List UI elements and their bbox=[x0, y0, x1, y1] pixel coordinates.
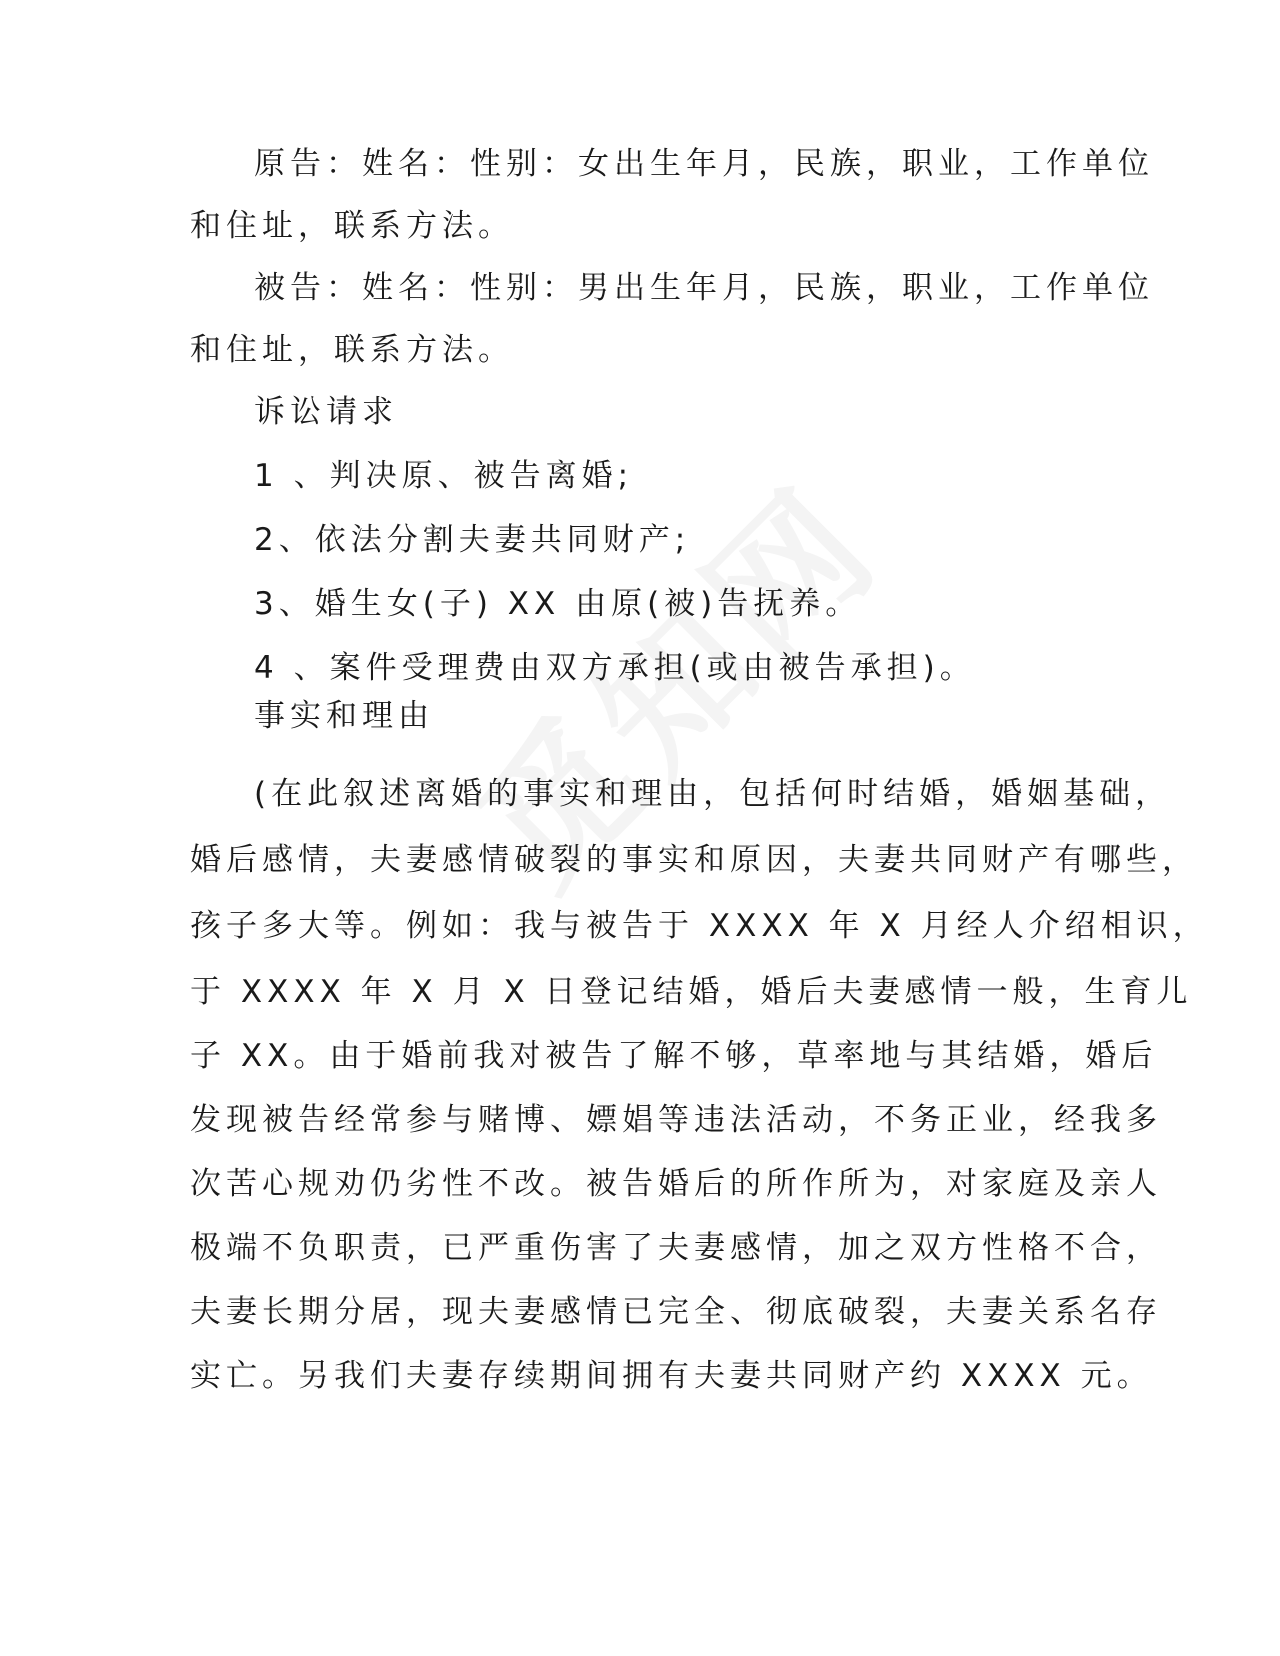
facts-line-6: 发现被告经常参与赌博、嫖娼等违法活动，不务正业，经我多 bbox=[190, 1102, 1162, 1138]
facts-line-7: 次苦心规劝仍劣性不改。被告婚后的所作所为，对家庭及亲人 bbox=[190, 1166, 1162, 1202]
facts-line-5: 子 XX。由于婚前我对被告了解不够，草率地与其结婚，婚后 bbox=[190, 1038, 1158, 1074]
claim-item-3: 3、婚生女(子) XX 由原(被)告抚养。 bbox=[254, 586, 862, 622]
claim-item-1: 1 、判决原、被告离婚; bbox=[254, 458, 634, 494]
facts-line-9: 夫妻长期分居，现夫妻感情已完全、彻底破裂，夫妻关系名存 bbox=[190, 1294, 1162, 1330]
facts-line-10: 实亡。另我们夫妻存续期间拥有夫妻共同财产约 XXXX 元。 bbox=[190, 1358, 1153, 1394]
claim-item-4: 4 、案件受理费由双方承担(或由被告承担)。 bbox=[254, 650, 976, 686]
defendant-line-1: 被告：姓名：性别：男出生年月，民族，职业，工作单位 bbox=[254, 270, 1154, 306]
claims-heading: 诉讼请求 bbox=[254, 394, 398, 430]
facts-heading: 事实和理由 bbox=[254, 698, 434, 734]
claim-item-2: 2、依法分割夫妻共同财产; bbox=[254, 522, 691, 558]
facts-line-1: (在此叙述离婚的事实和理由，包括何时结婚，婚姻基础， bbox=[254, 776, 1172, 812]
facts-line-4: 于 XXXX 年 X 月 X 日登记结婚，婚后夫妻感情一般，生育儿 bbox=[190, 974, 1193, 1010]
plaintiff-line-2: 和住址，联系方法。 bbox=[190, 208, 514, 244]
plaintiff-line-1: 原告：姓名：性别：女出生年月，民族，职业，工作单位 bbox=[254, 146, 1154, 182]
defendant-line-2: 和住址，联系方法。 bbox=[190, 332, 514, 368]
facts-line-8: 极端不负职责，已严重伤害了夫妻感情，加之双方性格不合， bbox=[190, 1230, 1162, 1266]
facts-line-2: 婚后感情，夫妻感情破裂的事实和原因，夫妻共同财产有哪些， bbox=[190, 842, 1198, 878]
facts-line-3: 孩子多大等。例如：我与被告于 XXXX 年 X 月经人介绍相识， bbox=[190, 908, 1209, 944]
